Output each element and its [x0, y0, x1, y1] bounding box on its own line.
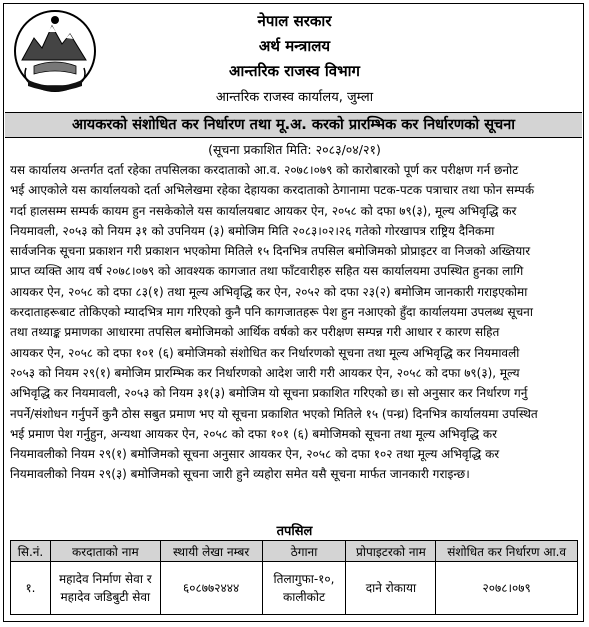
body-line: गर्दा हालसम्म सम्पर्क कायम हुन नसकेकोले यस कार्यालयबाट आयकर ऐन, २०५८ को दफा ७९(३), मूल्य अभिवृद्धि कर	[10, 203, 517, 218]
body-line: भई आएकोले यस कार्यालयको दर्ता अभिलेखमा रहेका देहायका करदाताको ठेगानामा पटक-पटक पत्राचार तथा फोन सम्पर्क	[10, 183, 535, 198]
body-line: तथा तथ्याङ्क प्रमाणका आधारमा तपसिल बमोजिमको आर्थिक वर्षको कर परीक्षण सम्पन्न गरी आधार र कारण सहित	[10, 325, 500, 340]
body-line: नियमावलीको नियम २९(३) बमोजिमको सूचना जारी हुने व्यहोरा समेत यसै सूचना मार्फत जानकारी गराइन्छ।	[10, 467, 470, 482]
taxpayer-table	[10, 540, 578, 615]
col-header-taxpayer-name: करदाताको नाम	[50, 541, 160, 562]
ministry-title: अर्थ मन्त्रालय	[258, 37, 331, 55]
schedule-title: तपसिल	[276, 524, 313, 539]
cell-pan: ६०८७७२४४४	[160, 562, 262, 615]
body-line: आयकर ऐन, २०५८ को दफा ८३(१) तथा मूल्य अभिवृद्धि कर ऐन, २०५२ को दफा २३(२) बमोजिम जानकारी गराइएकोमा	[10, 284, 528, 299]
col-header-sn: सि.नं.	[11, 541, 51, 562]
table-header-row	[11, 541, 578, 562]
cell-taxpayer-name	[50, 562, 160, 615]
body-line: करदाताहरूबाट तोकिएको म्यादभित्र माग गरिएको कुनै पनि कागजातहरू पेश हुन नआएको हुँदा कार्यालयमा उपलब्ध सूचना	[10, 305, 533, 320]
body-line: भई प्रमाण पेश गर्नुहुन, अन्यथा आयकर ऐन, २०५८ को दफा १०१ (६) बमोजिमको सूचना तथा मूल्य अभिवृद्धि कर	[10, 426, 498, 441]
body-line: सार्वजनिक सूचना प्रकाशन गरी प्रकाशन भएकोमा मितिले १५ दिनभित्र तपसिल बमोजिमको प्रोप्राइटर वा निजको अख्तियार	[10, 244, 531, 259]
body-line: नियमावली, २०५३ को नियम ३१ को उपनियम (३) बमोजिम मिति २०८३।०२।२६ गतेको गोरखापत्र राष्ट्रिय दैनिकमा	[10, 223, 495, 238]
body-line: अभिवृद्धि कर नियमावली, २०५३ को नियम ३१(३) बमोजिम यो सूचना प्रकाशित गरिएको छ। सो अनुसार कर निर्धारण गर्नु	[10, 386, 528, 401]
taxpayer-name-line1: महादेव निर्माण सेवा र	[58, 572, 152, 586]
department-title: आन्तरिक राजस्व विभाग	[229, 62, 360, 80]
government-title: नेपाल सरकार	[257, 12, 332, 30]
address-line2: कालीकोट	[283, 590, 325, 604]
body-line: २०५३ को नियम २९(१) बमोजिम प्रारम्भिक कर निर्धारणको आदेश जारी गरी आयकर ऐन, २०५८ को दफा ७९(३), मूल्य	[10, 365, 520, 380]
notice-title-banner: आयकरको संशोधित कर निर्धारण तथा मू.अ. करको प्रारम्भिक कर निर्धारणको सूचना	[5, 112, 582, 138]
cell-proprietor: दाने रोकाया	[346, 562, 436, 615]
cell-sn: १.	[11, 562, 51, 615]
address-line1: तिलागुफा-१०,	[273, 572, 335, 586]
body-line: यस कार्यालय अन्तर्गत दर्ता रहेका तपसिलका करदाताको आ.व. २०७८।०७९ को कारोबारको पूर्ण कर परीक्षण गर्न छनोट	[10, 163, 519, 177]
body-line: नियमावलीको नियम २९(१) बमोजिमको सूचना अनुसार आयकर ऐन, २०५८ को दफा १०२ तथा मूल्य अभिवृद्धि कर	[10, 447, 500, 462]
cell-address	[262, 562, 346, 615]
office-title: आन्तरिक राजस्व कार्यालय, जुम्ला	[215, 90, 374, 105]
col-header-fiscal-year: संशोधित कर निर्धारण आ.व	[436, 541, 578, 562]
cell-fiscal-year: २०७८।०७९	[436, 562, 578, 615]
col-header-pan: स्थायी लेखा नम्बर	[160, 541, 262, 562]
taxpayer-name-line2: महादेव जडिबुटी सेवा	[60, 590, 151, 604]
col-header-address: ठेगाना	[262, 541, 346, 562]
body-line: प्राप्त व्यक्ति आय वर्ष २०७८।०७९ को आवश्यक कागजात तथा फाँटवारीहरु सहित यस कार्यालयमा उपस्थित हुनका लागि	[10, 264, 524, 279]
table-row	[11, 562, 578, 615]
body-line: आयकर ऐन, २०५८ को दफा १०१ (६) बमोजिमको संशोधित कर निर्धारणको सूचना तथा मूल्य अभिवृद्धि कर नियमावली	[10, 345, 520, 360]
body-line: नपर्ने/संशोधन गर्नुपर्ने कुनै ठोस सबुत प्रमाण भए यो सूचना प्रकाशित भएको मितिले १५ (पन्ध्र) दिनभित्र कार्यालयमा उपस्थित	[10, 406, 538, 421]
publication-date: (सूचना प्रकाशित मिति: २०८३/०४/२१)	[208, 142, 381, 157]
notice-body	[10, 160, 578, 485]
col-header-proprietor: प्रोपाइटरको नाम	[346, 541, 436, 562]
